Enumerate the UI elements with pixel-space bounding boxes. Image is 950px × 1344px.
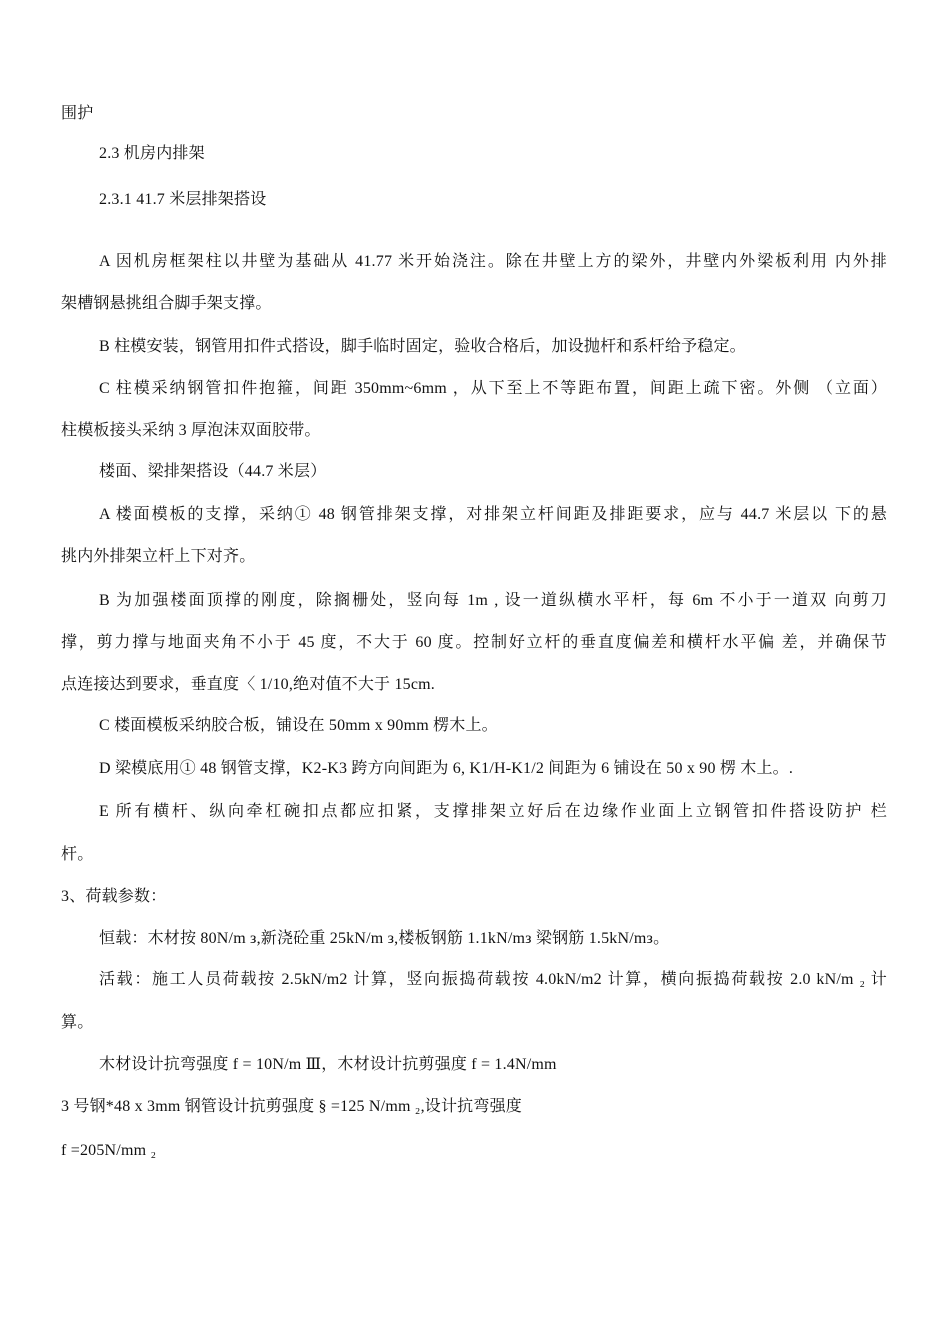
paragraph-floor-b-line-2: 撑，剪力撑与地面夹角不小于 45 度，不大于 60 度。控制好立杆的垂直度偏差和横杆水平偏 差，并确保节 bbox=[61, 634, 887, 651]
paragraph-floor-e-line-2: 杆。 bbox=[61, 846, 94, 863]
paragraph-floor-a-line-1: A 楼面模板的支撑，采纳① 48 钢管排架支撑，对排架立杆间距及排距要求，应与 44.7 米层以 下的悬 bbox=[99, 506, 887, 523]
live-load-line-2: 算。 bbox=[61, 1014, 94, 1031]
paragraph-c-line-2: 柱模板接头采纳 3 厚泡沫双面胶带。 bbox=[61, 422, 321, 439]
steel-shear-strength-line: 3 号钢*48 x 3mm 钢管设计抗剪强度 § =125 N/mm ₂,设计抗弯强度 bbox=[61, 1098, 522, 1115]
section-heading-2-3-1: 2.3.1 41.7 米层排架搭设 bbox=[99, 191, 267, 208]
paragraph-a-line-2: 架槽钢悬挑组合脚手架支撑。 bbox=[61, 295, 272, 312]
paragraph-floor-a-line-2: 挑内外排架立杆上下对齐。 bbox=[61, 548, 256, 565]
paragraph-floor-b-line-3: 点连接达到要求，垂直度〈 1/10,绝对值不大于 15cm. bbox=[61, 676, 435, 693]
paragraph-floor-d: D 梁模底用① 48 钢管支撑，K2-K3 跨方向间距为 6, K1/H-K1/2 间距为 6 铺设在 50 x 90 楞 木上。. bbox=[99, 760, 794, 777]
text-line-fence: 围护 bbox=[61, 105, 94, 122]
section-heading-load-params: 3、荷载参数： bbox=[61, 888, 167, 905]
live-load-line-1: 活载：施工人员荷载按 2.5kN/m2 计算，竖向振捣荷载按 4.0kN/m2 计算，横向振捣荷载按 2.0 kN/m ₂ 计 bbox=[99, 971, 887, 988]
paragraph-floor-e-line-1: E 所有横杆、纵向牵杠碗扣点都应扣紧，支撑排架立好后在边缘作业面上立钢管扣件搭设防护 栏 bbox=[99, 803, 887, 820]
paragraph-a-line-1: A 因机房框架柱以井壁为基础从 41.77 米开始浇注。除在井壁上方的梁外，井壁内外梁板利用 内外排 bbox=[99, 253, 887, 270]
steel-bending-strength-line: f =205N/mm ₂ bbox=[61, 1142, 157, 1159]
subheading-floor-beam: 楼面、梁排架搭设（44.7 米层） bbox=[99, 463, 327, 480]
timber-strength-line: 木材设计抗弯强度 f = 10N/m Ⅲ，木材设计抗剪强度 f = 1.4N/mm bbox=[99, 1056, 557, 1073]
section-heading-2-3: 2.3 机房内排架 bbox=[99, 145, 205, 162]
dead-load-line: 恒载：木材按 80N/m з,新浇砼重 25kN/m з,楼板钢筋 1.1kN/mз 梁钢筋 1.5kN/mз。 bbox=[99, 930, 670, 947]
paragraph-floor-b-line-1: B 为加强楼面顶撑的刚度，除搁栅处，竖向每 1m , 设一道纵横水平杆，每 6m 不小于一道双 向剪刀 bbox=[99, 592, 887, 609]
paragraph-c-line-1: C 柱模采纳钢管扣件抱箍，间距 350mm~6mm ，从下至上不等距布置，间距上疏下密。外侧 （立面） bbox=[99, 380, 887, 397]
paragraph-floor-c: C 楼面模板采纳胶合板，铺设在 50mm x 90mm 楞木上。 bbox=[99, 717, 498, 734]
paragraph-b: B 柱模安装，钢管用扣件式搭设，脚手临时固定，验收合格后，加设抛杆和系杆给予稳定。 bbox=[99, 338, 746, 355]
